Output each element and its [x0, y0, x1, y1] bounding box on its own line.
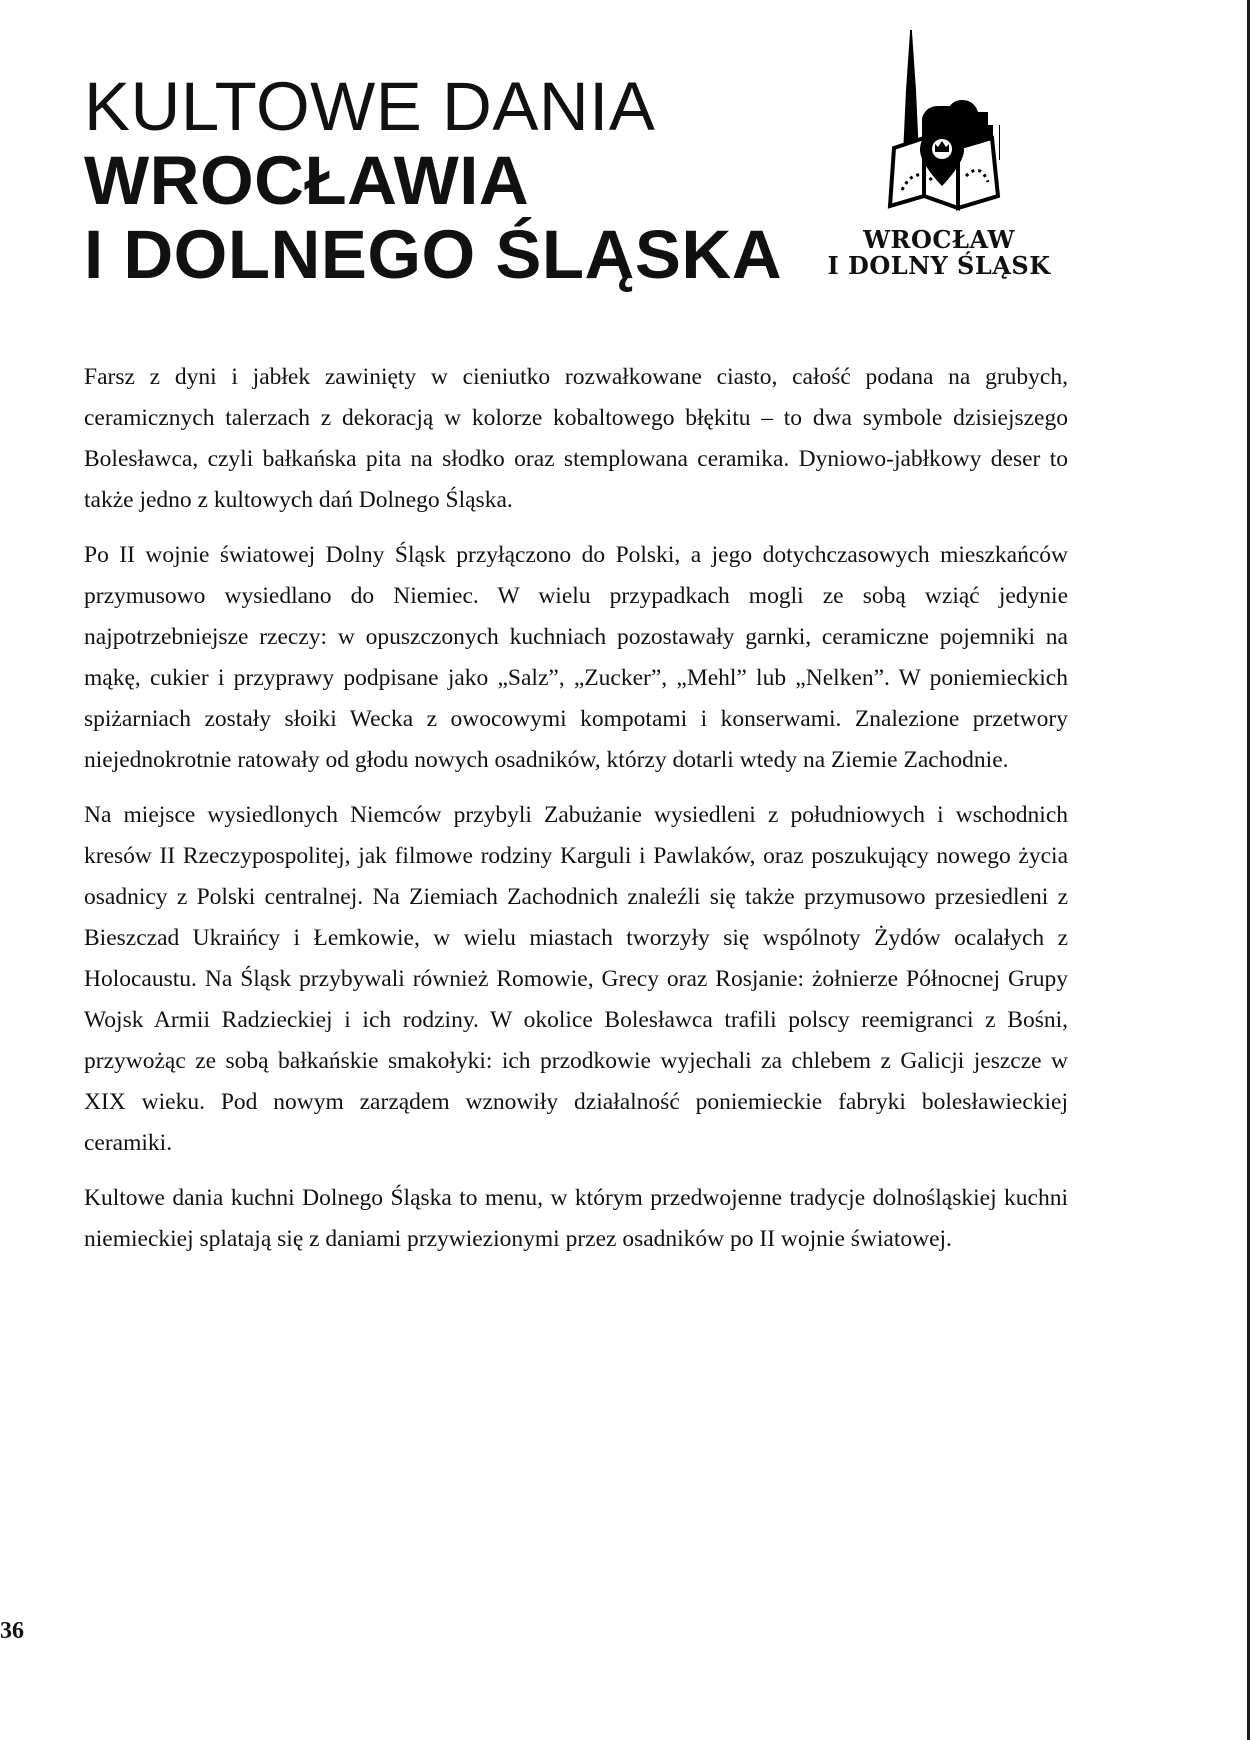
paragraph: Na miejsce wysiedlonych Niemców przybyli Zabużanie wysiedleni z południowych i wschodnich kresów II Rzeczypospolitej, jak filmowe rodziny Karguli i Pawlaków, oraz poszukujący nowego życia osadnicy z Polski centralnej. Na Ziemiach Zachodnich znaleźli się także przymusowo przesiedleni z Bieszczad Ukraińcy i Łemkowie, w wielu miastach tworzyły się wspólnoty Żydów ocalałych z Holocaustu. Na Śląsk przybywali również Romowie, Grecy oraz Rosjanie: żołnierze Północnej Grupy Wojsk Armii Radzieckiej i ich rodziny. W okolice Bolesławca trafili polscy reemigranci z Bośni, przywożąc ze sobą bałkańskie smakołyki: ich przodkowie wyjechali za chlebem z Galicji jeszcze w XIX wieku. Pod nowym zarządem wznowiły działalność poniemieckie fabryki bolesławieckiej ceramiki.: [84, 802, 1068, 1156]
logo-text-line-1: WROCŁAW: [863, 225, 1015, 254]
title-line-2: WROCŁAWIA: [84, 142, 530, 219]
title-line-1: KULTOWE DANIA: [84, 68, 656, 145]
paragraph: Po II wojnie światowej Dolny Śląsk przyłączono do Polski, a jego dotychczasowych mieszkańców przymusowo wysiedlano do Niemiec. W wielu przypadkach mogli ze sobą wziąć jedynie najpotrzebniejsze rzeczy: w opuszczonych kuchniach pozostawały garnki, ceramiczne pojemniki na mąkę, cukier i przyprawy podpisane jako „Salz”, „Zucker”, „Mehl” lub „Nelken”. W poniemieckich spiżarniach zostały słoiki Wecka z owocowymi kompotami i konserwami. Znalezione przetwory niejednokrotnie ratowały od głodu nowych osadników, którzy dotarli wtedy na Ziemie Zachodnie.: [84, 542, 1068, 773]
article-body: [84, 357, 1068, 1274]
chapter-title: [84, 70, 784, 292]
region-logo: [818, 30, 1060, 290]
paragraph: Farsz z dyni i jabłek zawinięty w cieniutko rozwałkowane ciasto, całość podana na grubych, ceramicznych talerzach z dekoracją w kolorze kobaltowego błękitu – to dwa symbole dzisiejszego Bolesławca, czyli bałkańska pita na słodko oraz stemplowana ceramika. Dyniowo-jabłkowy deser to także jedno z kultowych dań Dolnego Śląska.: [84, 364, 1068, 513]
paragraph: Kultowe dania kuchni Dolnego Śląska to menu, w którym przedwojenne tradycje dolnośląskiej kuchni niemieckiej splatają się z daniami przywiezionymi przez osadników po II wojnie światowej.: [84, 1185, 1068, 1252]
cathedral-map-pin-icon: [858, 30, 1020, 220]
title-line-3: I DOLNEGO ŚLĄSKA: [84, 216, 783, 293]
logo-text-line-2: I DOLNY ŚLĄSK: [827, 251, 1051, 280]
page-number: 36: [0, 1618, 24, 1644]
